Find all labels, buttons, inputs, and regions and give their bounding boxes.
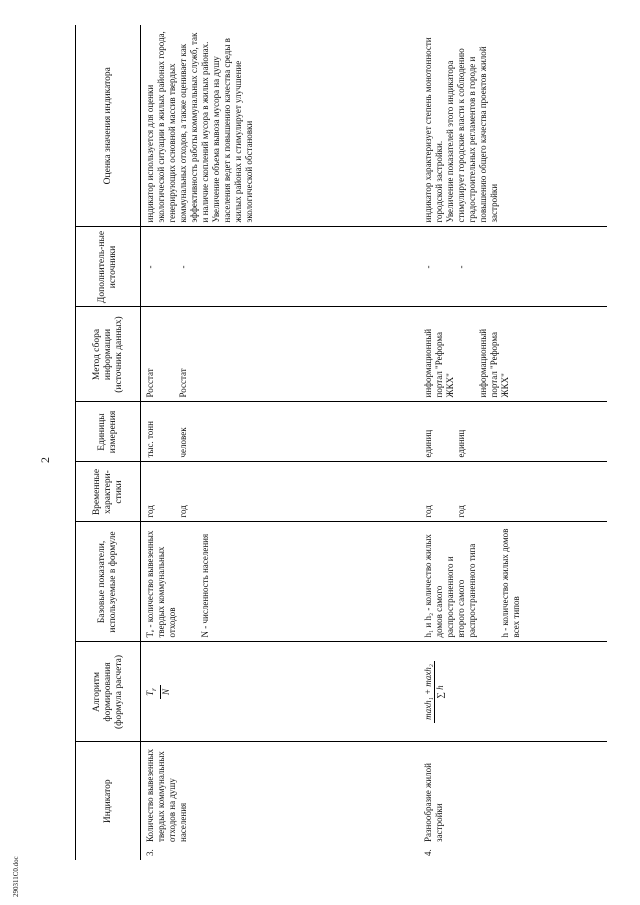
header-units: Единицы измерения bbox=[76, 402, 141, 462]
time-value: год bbox=[423, 505, 433, 518]
header-formula: Алгоритм формирования (формула расчета) bbox=[76, 642, 141, 742]
header-indicator: Индикатор bbox=[76, 742, 141, 860]
assessment-cell bbox=[141, 25, 420, 227]
formula-cell bbox=[141, 642, 420, 742]
unit-value: тыс. тонн bbox=[145, 421, 155, 458]
base-indicator: h₁ и h₂ - количество жилых домов самого распространенного и второго самого распространенного типа bbox=[423, 534, 477, 638]
indicator-cell bbox=[419, 742, 607, 860]
base-indicator: h - количество жилых домов всех типов bbox=[500, 528, 521, 638]
formula-denominator: ∑ h bbox=[435, 685, 445, 699]
method-value: Росстат bbox=[178, 368, 188, 398]
method-cell bbox=[419, 307, 607, 402]
base-indicator: Tₑ - количество вывезенных твердых коммунальных отходов bbox=[145, 530, 177, 638]
method-value: информационный портал "Реформа ЖКХ" bbox=[478, 328, 510, 398]
time-value: год bbox=[145, 505, 155, 518]
formula-numerator-subscript: r bbox=[149, 688, 158, 691]
units-cell bbox=[419, 402, 607, 462]
unit-value: единиц bbox=[456, 429, 466, 458]
formula-numerator: T bbox=[145, 690, 155, 696]
row-number: 4. bbox=[423, 849, 433, 856]
base-indicators-cell bbox=[141, 522, 420, 642]
extra-source-value: - bbox=[423, 265, 433, 269]
time-cell bbox=[419, 462, 607, 522]
assessment-text: индикатор характеризует степень монотонности городской застройки. bbox=[423, 37, 444, 223]
indicators-table bbox=[75, 25, 607, 860]
formula-numerator: maxh₁ + maxh₂ bbox=[423, 661, 435, 723]
extra-sources-cell bbox=[141, 227, 420, 307]
formula-cell bbox=[419, 642, 607, 742]
header-extra-sources: Дополнитель-ные источники bbox=[76, 227, 141, 307]
table-row bbox=[141, 25, 420, 860]
formula-fraction bbox=[145, 685, 172, 699]
header-method: Метод сбора информации (источник данных) bbox=[76, 307, 141, 402]
header-assessment: Оценка значения индикатора bbox=[76, 25, 141, 227]
extra-source-value: - bbox=[456, 265, 466, 269]
time-value: год bbox=[456, 505, 466, 518]
extra-sources-cell bbox=[419, 227, 607, 307]
base-indicators-cell bbox=[419, 522, 607, 642]
extra-source-value: - bbox=[178, 265, 188, 269]
unit-value: единиц bbox=[423, 429, 433, 458]
assessment-text: Увеличение объема вывоза мусора на душу населения ведет к повышению качества среды в жилых районах и стимулирует улучшение экологической обстановки bbox=[211, 38, 254, 223]
method-value: информационный портал "Реформа ЖКХ" bbox=[423, 328, 455, 398]
header-time: Временные характери-стики bbox=[76, 462, 141, 522]
time-value: год bbox=[178, 505, 188, 518]
method-cell bbox=[141, 307, 420, 402]
row-number: 3. bbox=[145, 849, 155, 856]
document-code: 290311C0.doc bbox=[12, 856, 20, 897]
indicator-name: Количество вывезенных твердых коммунальных отходов на душу населения bbox=[145, 748, 188, 842]
formula-fraction bbox=[423, 661, 446, 723]
header-base-indicators: Базовые показатели, используемые в формуле bbox=[76, 522, 141, 642]
page-number: 2 bbox=[38, 457, 52, 463]
assessment-text: индикатор используется для оценки экологической ситуации в жилых районах города, генерирующих основной массив твердых коммунальных отходов, а также оценивает как эффективность работы коммунальных служб, так и наличие скоплений мусора в жилых районах. bbox=[145, 31, 210, 223]
indicator-cell bbox=[141, 742, 420, 860]
unit-value: человек bbox=[178, 427, 188, 458]
units-cell bbox=[141, 402, 420, 462]
indicator-name: Разнообразие жилой застройки bbox=[423, 763, 444, 842]
assessment-cell bbox=[419, 25, 607, 227]
method-value: Росстат bbox=[145, 368, 155, 398]
extra-source-value: - bbox=[145, 265, 155, 269]
table-header-row bbox=[76, 25, 141, 860]
assessment-text: Увеличение показателей этого индикатора стимулирует городские власти к соблюдению градостроительных регламентов в городе и повышению общего качества проектов жилой застройки bbox=[445, 46, 499, 223]
formula-denominator: N bbox=[160, 689, 171, 696]
base-indicator: N - численность населения bbox=[200, 533, 210, 638]
table-row bbox=[419, 25, 607, 860]
time-cell bbox=[141, 462, 420, 522]
